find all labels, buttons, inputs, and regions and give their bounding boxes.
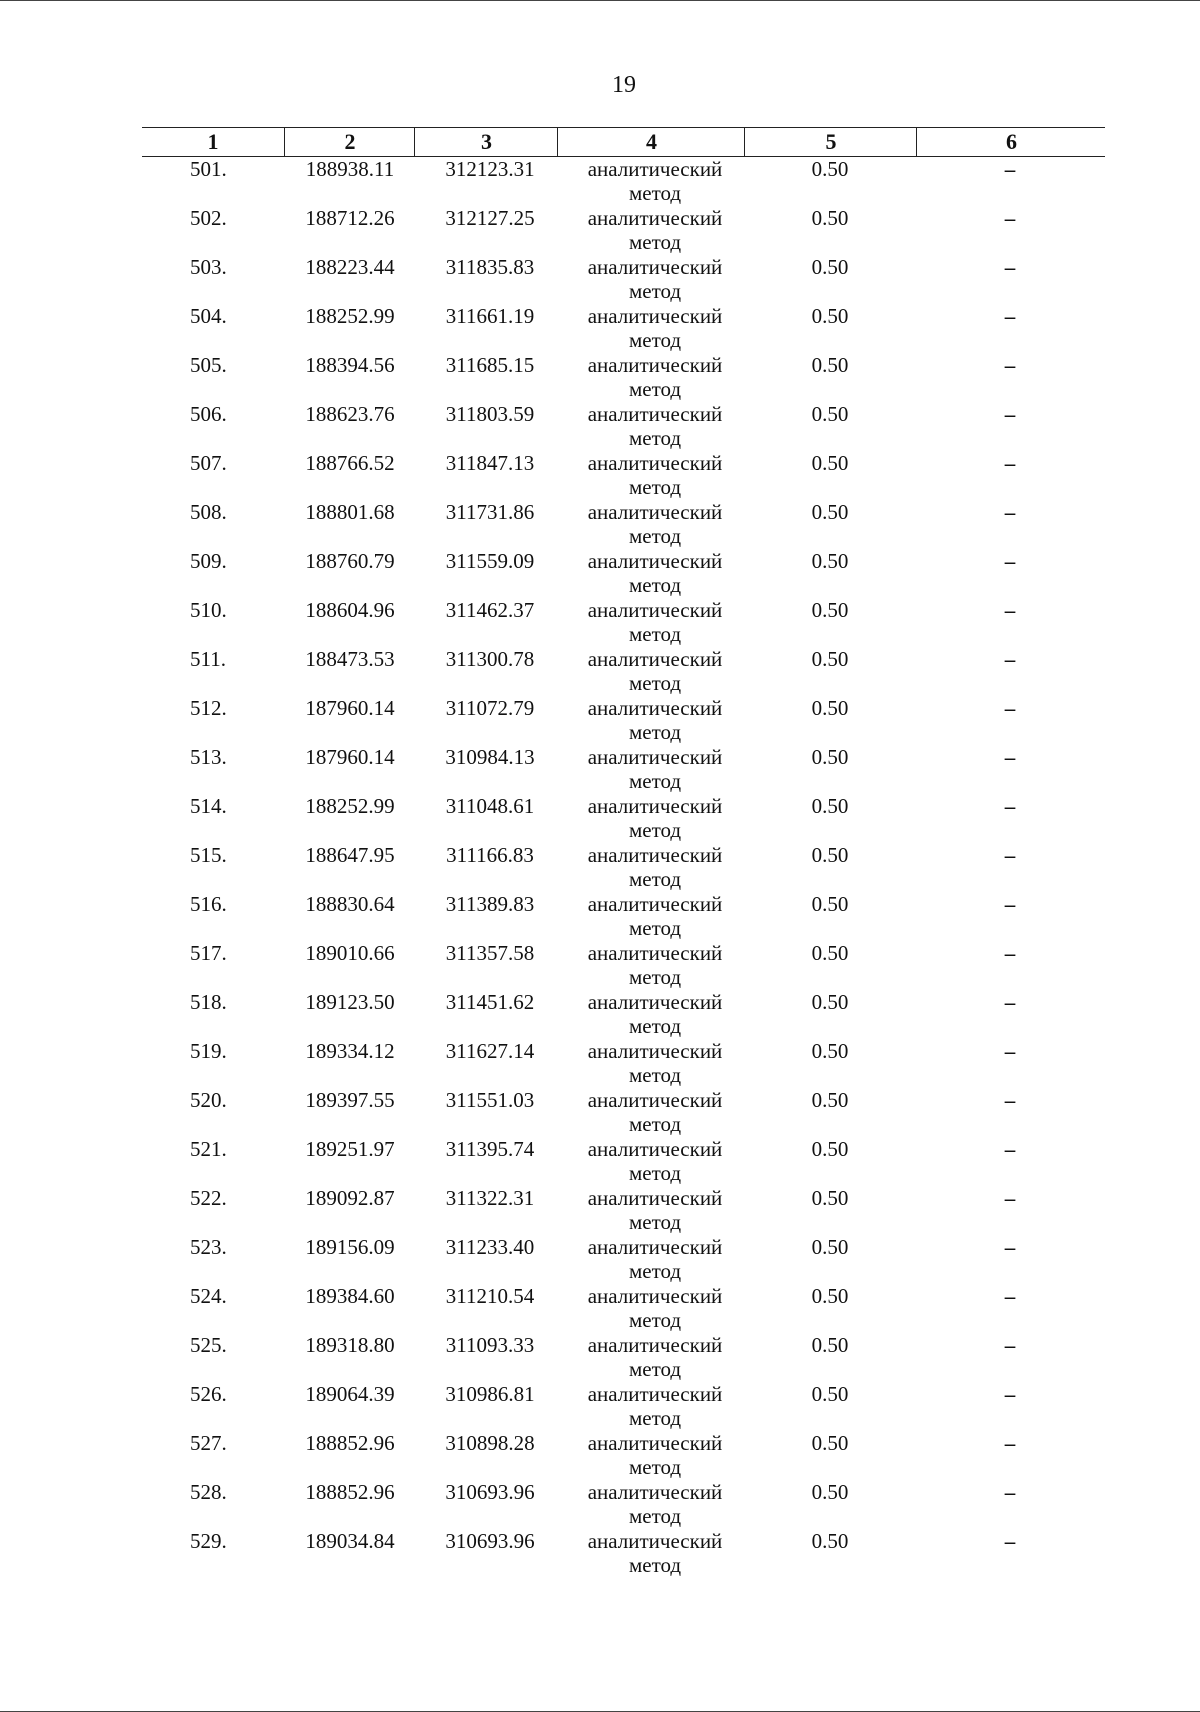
coordinate-y: 311322.31 (445, 1186, 535, 1210)
note-dash: – (1004, 892, 1016, 916)
table-row (0, 745, 1200, 794)
table-row (0, 794, 1200, 843)
accuracy-value: 0.50 (811, 941, 849, 965)
coordinate-y: 310693.96 (445, 1529, 535, 1553)
table-row (0, 1284, 1200, 1333)
table-row (0, 892, 1200, 941)
note-dash: – (1004, 843, 1016, 867)
method-line-1: аналитический (587, 1235, 723, 1259)
coordinate-x: 189064.39 (305, 1382, 395, 1406)
method-line-1: аналитический (587, 990, 723, 1014)
method-line-2: метод (628, 328, 682, 352)
coordinate-x: 187960.14 (305, 696, 395, 720)
method-line-1: аналитический (587, 843, 723, 867)
accuracy-value: 0.50 (811, 500, 849, 524)
accuracy-value: 0.50 (811, 1186, 849, 1210)
coordinate-x: 189384.60 (305, 1284, 395, 1308)
table-header (142, 127, 1105, 157)
method-line-2: метод (628, 573, 682, 597)
header-col-6: 6 (916, 128, 1106, 156)
note-dash: – (1004, 1235, 1016, 1259)
accuracy-value: 0.50 (811, 1431, 849, 1455)
accuracy-value: 0.50 (811, 745, 849, 769)
row-number: 523. (190, 1235, 227, 1259)
coordinate-y: 311462.37 (445, 598, 535, 622)
note-dash: – (1004, 549, 1016, 573)
method-line-2: метод (628, 720, 682, 744)
method-cell (560, 1284, 750, 1332)
method-cell (560, 1137, 750, 1185)
row-number: 520. (190, 1088, 227, 1112)
method-line-2: метод (628, 377, 682, 401)
coordinate-x: 188252.99 (305, 304, 395, 328)
table-row (0, 157, 1200, 206)
accuracy-value: 0.50 (811, 1529, 849, 1553)
method-line-1: аналитический (587, 206, 723, 230)
row-number: 529. (190, 1529, 227, 1553)
method-line-1: аналитический (587, 892, 723, 916)
row-number: 515. (190, 843, 227, 867)
method-line-1: аналитический (587, 402, 723, 426)
method-line-1: аналитический (587, 1431, 723, 1455)
table-row (0, 843, 1200, 892)
method-cell (560, 549, 750, 597)
method-line-1: аналитический (587, 794, 723, 818)
table-row (0, 1137, 1200, 1186)
method-cell (560, 500, 750, 548)
top-edge-line (0, 0, 1200, 1)
method-line-1: аналитический (587, 304, 723, 328)
accuracy-value: 0.50 (811, 206, 849, 230)
note-dash: – (1004, 402, 1016, 426)
coordinate-x: 189123.50 (305, 990, 395, 1014)
method-line-1: аналитический (587, 696, 723, 720)
method-line-1: аналитический (587, 1284, 723, 1308)
accuracy-value: 0.50 (811, 402, 849, 426)
table-row (0, 696, 1200, 745)
accuracy-value: 0.50 (811, 1333, 849, 1357)
accuracy-value: 0.50 (811, 892, 849, 916)
coordinate-y: 312127.25 (445, 206, 535, 230)
accuracy-value: 0.50 (811, 696, 849, 720)
method-line-1: аналитический (587, 255, 723, 279)
note-dash: – (1004, 1333, 1016, 1357)
table-row (0, 255, 1200, 304)
coordinate-y: 310693.96 (445, 1480, 535, 1504)
row-number: 518. (190, 990, 227, 1014)
note-dash: – (1004, 304, 1016, 328)
coordinate-y: 311166.83 (446, 843, 534, 867)
method-cell (560, 1088, 750, 1136)
method-line-1: аналитический (587, 745, 723, 769)
method-line-2: метод (628, 1259, 682, 1283)
accuracy-value: 0.50 (811, 1039, 849, 1063)
note-dash: – (1004, 745, 1016, 769)
row-number: 510. (190, 598, 227, 622)
coordinate-x: 189010.66 (305, 941, 395, 965)
header-col-1: 1 (207, 129, 219, 154)
method-line-2: метод (628, 916, 682, 940)
table-row (0, 549, 1200, 598)
method-line-2: метод (628, 818, 682, 842)
method-line-2: метод (628, 426, 682, 450)
method-cell (560, 598, 750, 646)
method-line-2: метод (628, 1063, 682, 1087)
table-row (0, 1333, 1200, 1382)
coordinate-x: 188473.53 (305, 647, 395, 671)
coordinate-x: 189318.80 (305, 1333, 395, 1357)
method-line-1: аналитический (587, 647, 723, 671)
method-cell (560, 1480, 750, 1528)
coordinate-x: 188852.96 (305, 1480, 395, 1504)
accuracy-value: 0.50 (811, 990, 849, 1014)
coordinate-y: 311093.33 (445, 1333, 535, 1357)
coordinate-x: 188801.68 (305, 500, 395, 524)
method-line-1: аналитический (587, 500, 723, 524)
method-line-2: метод (628, 1504, 682, 1528)
method-line-1: аналитический (587, 1529, 723, 1553)
method-line-1: аналитический (587, 549, 723, 573)
method-cell (560, 1235, 750, 1283)
note-dash: – (1004, 941, 1016, 965)
row-number: 512. (190, 696, 227, 720)
row-number: 526. (190, 1382, 227, 1406)
method-line-2: метод (628, 867, 682, 891)
note-dash: – (1004, 598, 1016, 622)
table-row (0, 1039, 1200, 1088)
method-line-2: метод (628, 1553, 682, 1577)
method-line-1: аналитический (587, 1137, 723, 1161)
accuracy-value: 0.50 (811, 1382, 849, 1406)
accuracy-value: 0.50 (811, 1480, 849, 1504)
row-number: 507. (190, 451, 227, 475)
coordinate-y: 311072.79 (445, 696, 535, 720)
accuracy-value: 0.50 (811, 647, 849, 671)
row-number: 508. (190, 500, 227, 524)
row-number: 522. (190, 1186, 227, 1210)
table-row (0, 990, 1200, 1039)
table-row (0, 451, 1200, 500)
method-cell (560, 1333, 750, 1381)
method-cell (560, 1186, 750, 1234)
coordinate-x: 188766.52 (305, 451, 395, 475)
note-dash: – (1004, 1186, 1016, 1210)
accuracy-value: 0.50 (811, 1137, 849, 1161)
method-line-2: метод (628, 1112, 682, 1136)
coordinate-y: 311835.83 (445, 255, 535, 279)
method-line-2: метод (628, 475, 682, 499)
row-number: 514. (190, 794, 227, 818)
coordinate-y: 311847.13 (445, 451, 535, 475)
note-dash: – (1004, 990, 1016, 1014)
row-number: 509. (190, 549, 227, 573)
method-line-1: аналитический (587, 1333, 723, 1357)
method-line-2: метод (628, 965, 682, 989)
coordinate-y: 312123.31 (445, 157, 535, 181)
method-line-2: метод (628, 1357, 682, 1381)
coordinate-x: 188830.64 (305, 892, 395, 916)
accuracy-value: 0.50 (811, 598, 849, 622)
method-line-2: метод (628, 671, 682, 695)
coordinate-x: 188938.11 (305, 157, 395, 181)
method-line-2: метод (628, 1406, 682, 1430)
method-line-2: метод (628, 1014, 682, 1038)
method-line-2: метод (628, 230, 682, 254)
note-dash: – (1004, 500, 1016, 524)
table-row (0, 1480, 1200, 1529)
coordinate-y: 311300.78 (445, 647, 535, 671)
method-line-1: аналитический (587, 1480, 723, 1504)
row-number: 513. (190, 745, 227, 769)
row-number: 516. (190, 892, 227, 916)
coordinate-y: 311233.40 (445, 1235, 535, 1259)
table-row (0, 1382, 1200, 1431)
method-cell (560, 451, 750, 499)
method-cell (560, 402, 750, 450)
table-row (0, 206, 1200, 255)
row-number: 517. (190, 941, 227, 965)
note-dash: – (1004, 794, 1016, 818)
table-row (0, 1529, 1200, 1578)
coordinate-x: 188252.99 (305, 794, 395, 818)
row-number: 501. (190, 157, 227, 181)
row-number: 525. (190, 1333, 227, 1357)
method-line-1: аналитический (587, 941, 723, 965)
method-line-1: аналитический (587, 1382, 723, 1406)
table-row (0, 1431, 1200, 1480)
method-cell (560, 255, 750, 303)
header-col-2: 2 (284, 128, 415, 156)
note-dash: – (1004, 255, 1016, 279)
method-cell (560, 353, 750, 401)
accuracy-value: 0.50 (811, 1088, 849, 1112)
table-row (0, 402, 1200, 451)
coordinate-x: 189092.87 (305, 1186, 395, 1210)
method-cell (560, 304, 750, 352)
accuracy-value: 0.50 (811, 843, 849, 867)
table-row (0, 598, 1200, 647)
method-cell (560, 794, 750, 842)
accuracy-value: 0.50 (811, 1284, 849, 1308)
accuracy-value: 0.50 (811, 451, 849, 475)
coordinate-y: 311731.86 (445, 500, 535, 524)
row-number: 511. (190, 647, 226, 671)
note-dash: – (1004, 1431, 1016, 1455)
coordinate-x: 188760.79 (305, 549, 395, 573)
header-col-4: 4 (557, 128, 745, 156)
coordinate-y: 311803.59 (445, 402, 535, 426)
note-dash: – (1004, 206, 1016, 230)
coordinate-x: 188852.96 (305, 1431, 395, 1455)
method-line-1: аналитический (587, 353, 723, 377)
accuracy-value: 0.50 (811, 549, 849, 573)
table-row (0, 500, 1200, 549)
coordinate-y: 311627.14 (445, 1039, 535, 1063)
row-number: 519. (190, 1039, 227, 1063)
method-line-1: аналитический (587, 1088, 723, 1112)
method-cell (560, 1382, 750, 1430)
coordinate-y: 311685.15 (445, 353, 535, 377)
method-cell (560, 696, 750, 744)
coordinate-y: 310986.81 (445, 1382, 535, 1406)
coordinate-x: 188604.96 (305, 598, 395, 622)
row-number: 524. (190, 1284, 227, 1308)
note-dash: – (1004, 1284, 1016, 1308)
method-line-2: метод (628, 1455, 682, 1479)
row-number: 528. (190, 1480, 227, 1504)
row-number: 502. (190, 206, 227, 230)
method-line-1: аналитический (587, 451, 723, 475)
method-cell (560, 1529, 750, 1577)
table-row (0, 304, 1200, 353)
note-dash: – (1004, 1529, 1016, 1553)
note-dash: – (1004, 1088, 1016, 1112)
coordinate-x: 188647.95 (305, 843, 395, 867)
method-cell (560, 843, 750, 891)
method-cell (560, 157, 750, 205)
coordinate-y: 311559.09 (445, 549, 535, 573)
coordinate-y: 311357.58 (445, 941, 535, 965)
coordinate-x: 189397.55 (305, 1088, 395, 1112)
coordinate-y: 311551.03 (445, 1088, 535, 1112)
method-line-1: аналитический (587, 1186, 723, 1210)
method-line-1: аналитический (587, 598, 723, 622)
method-line-2: метод (628, 1210, 682, 1234)
table-row (0, 1186, 1200, 1235)
method-line-2: метод (628, 1308, 682, 1332)
method-cell (560, 892, 750, 940)
accuracy-value: 0.50 (811, 255, 849, 279)
table-row (0, 647, 1200, 696)
method-line-2: метод (628, 769, 682, 793)
method-cell (560, 1039, 750, 1087)
method-line-1: аналитический (587, 157, 723, 181)
coordinate-x: 188223.44 (305, 255, 395, 279)
note-dash: – (1004, 647, 1016, 671)
table-row (0, 1088, 1200, 1137)
coordinate-y: 311451.62 (445, 990, 535, 1014)
coordinate-x: 188712.26 (305, 206, 395, 230)
coordinate-y: 311661.19 (445, 304, 535, 328)
note-dash: – (1004, 157, 1016, 181)
accuracy-value: 0.50 (811, 1235, 849, 1259)
header-col-3: 3 (414, 128, 558, 156)
coordinate-y: 311395.74 (445, 1137, 535, 1161)
method-line-2: метод (628, 1161, 682, 1185)
table-row (0, 1235, 1200, 1284)
method-cell (560, 206, 750, 254)
table-row (0, 353, 1200, 402)
note-dash: – (1004, 1039, 1016, 1063)
coordinate-y: 311048.61 (445, 794, 535, 818)
coordinate-y: 310898.28 (445, 1431, 535, 1455)
note-dash: – (1004, 1382, 1016, 1406)
table-row (0, 941, 1200, 990)
accuracy-value: 0.50 (811, 157, 849, 181)
row-number: 504. (190, 304, 227, 328)
method-line-2: метод (628, 181, 682, 205)
coordinate-x: 188394.56 (305, 353, 395, 377)
method-cell (560, 1431, 750, 1479)
coordinate-y: 310984.13 (445, 745, 535, 769)
note-dash: – (1004, 1480, 1016, 1504)
coordinate-x: 187960.14 (305, 745, 395, 769)
note-dash: – (1004, 1137, 1016, 1161)
accuracy-value: 0.50 (811, 304, 849, 328)
header-col-5: 5 (744, 128, 917, 156)
note-dash: – (1004, 353, 1016, 377)
method-line-2: метод (628, 622, 682, 646)
note-dash: – (1004, 451, 1016, 475)
method-line-2: метод (628, 524, 682, 548)
method-cell (560, 745, 750, 793)
accuracy-value: 0.50 (811, 794, 849, 818)
method-line-1: аналитический (587, 1039, 723, 1063)
coordinate-y: 311389.83 (445, 892, 535, 916)
coordinate-x: 188623.76 (305, 402, 395, 426)
row-number: 503. (190, 255, 227, 279)
row-number: 505. (190, 353, 227, 377)
method-cell (560, 941, 750, 989)
note-dash: – (1004, 696, 1016, 720)
coordinate-x: 189251.97 (305, 1137, 395, 1161)
row-number: 527. (190, 1431, 227, 1455)
coordinate-x: 189034.84 (305, 1529, 395, 1553)
coordinate-x: 189334.12 (305, 1039, 395, 1063)
page-number: 19 (612, 72, 636, 98)
row-number: 506. (190, 402, 227, 426)
method-cell (560, 990, 750, 1038)
coordinate-x: 189156.09 (305, 1235, 395, 1259)
coordinate-y: 311210.54 (445, 1284, 535, 1308)
accuracy-value: 0.50 (811, 353, 849, 377)
row-number: 521. (190, 1137, 227, 1161)
method-cell (560, 647, 750, 695)
method-line-2: метод (628, 279, 682, 303)
